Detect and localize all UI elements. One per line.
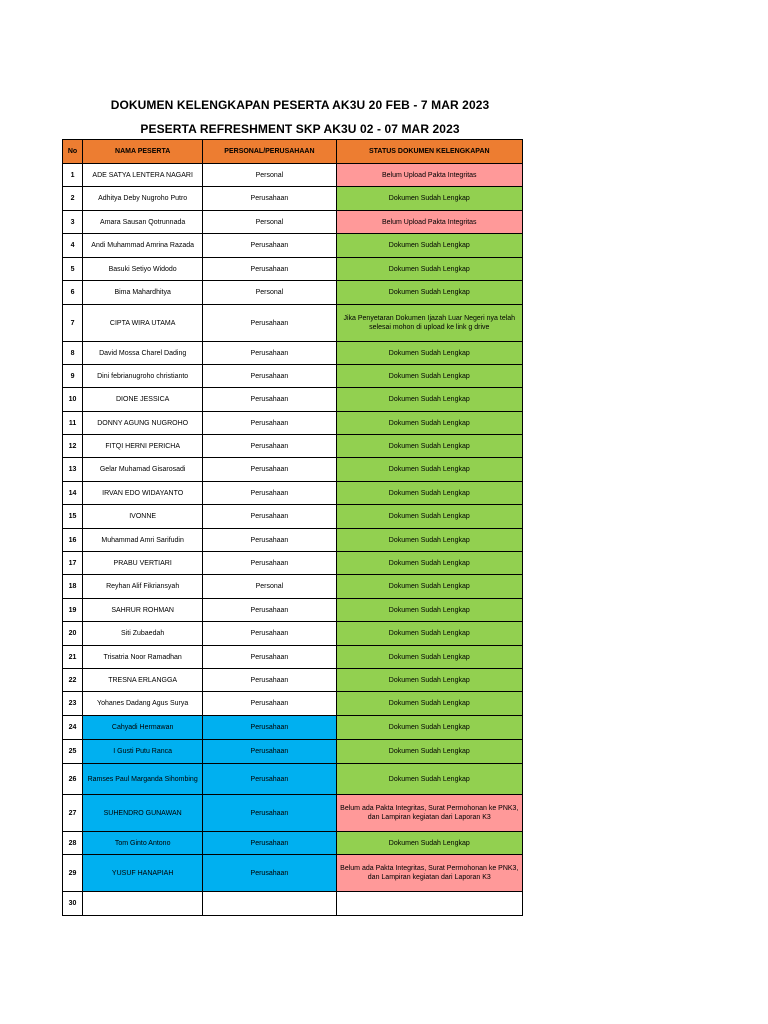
participant-name-cell: Basuki Setiyo Widodo (83, 258, 203, 281)
table-row (63, 529, 523, 552)
document-status-cell: Dokumen Sudah Lengkap (336, 234, 522, 258)
document-status-cell (336, 892, 522, 916)
participant-type-cell: Perusahaan (203, 234, 336, 258)
table-row (63, 622, 523, 646)
participant-type-cell: Perusahaan (203, 795, 336, 832)
participant-name-cell: Ramses Paul Marganda Sihombing (83, 764, 203, 795)
row-number-cell: 12 (63, 435, 83, 458)
participant-type-cell: Personal (203, 164, 336, 187)
row-number-cell: 21 (63, 646, 83, 669)
participant-name-cell: IVONNE (83, 505, 203, 529)
document-status-cell: Dokumen Sudah Lengkap (336, 505, 522, 529)
participant-name-cell: Andi Muhammad Amrina Razada (83, 234, 203, 258)
participant-type-cell: Personal (203, 281, 336, 305)
participant-name-cell: Bima Mahardhitya (83, 281, 203, 305)
document-status-cell: Belum Upload Pakta Integritas (336, 164, 522, 187)
table-row (63, 795, 523, 832)
document-status-cell: Dokumen Sudah Lengkap (336, 575, 522, 599)
document-status-cell: Dokumen Sudah Lengkap (336, 281, 522, 305)
document-status-cell: Dokumen Sudah Lengkap (336, 646, 522, 669)
table-row (63, 855, 523, 892)
row-number-cell: 5 (63, 258, 83, 281)
participant-name-cell: DIONE JESSICA (83, 388, 203, 412)
table-row (63, 832, 523, 855)
table-row (63, 505, 523, 529)
participant-type-cell: Perusahaan (203, 412, 336, 435)
row-number-cell: 26 (63, 764, 83, 795)
table-row (63, 716, 523, 740)
table-row (63, 234, 523, 258)
header-personal-perusahaan: PERSONAL/PERUSAHAAN (203, 140, 336, 164)
row-number-cell: 17 (63, 552, 83, 575)
header-no: No (63, 140, 83, 164)
participant-name-cell: CIPTA WIRA UTAMA (83, 305, 203, 342)
row-number-cell: 4 (63, 234, 83, 258)
table-header-row (63, 140, 523, 164)
row-number-cell: 25 (63, 740, 83, 764)
row-number-cell: 16 (63, 529, 83, 552)
participant-name-cell: DONNY AGUNG NUGROHO (83, 412, 203, 435)
row-number-cell: 18 (63, 575, 83, 599)
document-status-cell: Dokumen Sudah Lengkap (336, 412, 522, 435)
participant-name-cell: TRESNA ERLANGGA (83, 669, 203, 692)
participant-type-cell: Perusahaan (203, 622, 336, 646)
participant-name-cell: Reyhan Alif Fikriansyah (83, 575, 203, 599)
row-number-cell: 3 (63, 211, 83, 234)
document-status-cell: Dokumen Sudah Lengkap (336, 716, 522, 740)
header-status-dokumen: STATUS DOKUMEN KELENGKAPAN (336, 140, 522, 164)
table-row (63, 365, 523, 388)
document-status-cell: Dokumen Sudah Lengkap (336, 669, 522, 692)
document-status-cell: Dokumen Sudah Lengkap (336, 552, 522, 575)
table-row (63, 575, 523, 599)
row-number-cell: 14 (63, 482, 83, 505)
participant-type-cell: Perusahaan (203, 552, 336, 575)
participant-type-cell: Perusahaan (203, 669, 336, 692)
participant-name-cell: Siti Zubaedah (83, 622, 203, 646)
table-row (63, 669, 523, 692)
document-status-cell: Dokumen Sudah Lengkap (336, 258, 522, 281)
participant-name-cell: Muhammad Amri Sarifudin (83, 529, 203, 552)
document-status-cell: Dokumen Sudah Lengkap (336, 599, 522, 622)
table-row (63, 187, 523, 211)
row-number-cell: 29 (63, 855, 83, 892)
participant-name-cell: Tom Ginto Antono (83, 832, 203, 855)
participant-type-cell: Perusahaan (203, 365, 336, 388)
table-row (63, 482, 523, 505)
participant-name-cell: Cahyadi Hermawan (83, 716, 203, 740)
participant-type-cell: Perusahaan (203, 740, 336, 764)
participant-type-cell: Perusahaan (203, 342, 336, 365)
row-number-cell: 7 (63, 305, 83, 342)
participant-type-cell: Perusahaan (203, 258, 336, 281)
participant-type-cell: Perusahaan (203, 305, 336, 342)
participant-type-cell: Perusahaan (203, 482, 336, 505)
table-row (63, 211, 523, 234)
document-status-cell: Dokumen Sudah Lengkap (336, 458, 522, 482)
participant-name-cell: David Mossa Charel Dading (83, 342, 203, 365)
row-number-cell: 27 (63, 795, 83, 832)
table-row (63, 258, 523, 281)
participant-type-cell: Perusahaan (203, 692, 336, 716)
row-number-cell: 6 (63, 281, 83, 305)
table-row (63, 552, 523, 575)
participant-type-cell: Perusahaan (203, 458, 336, 482)
document-status-cell: Belum ada Pakta Integritas, Surat Permohonan ke PNK3, dan Lampiran kegiatan dari Laporan K3 (336, 855, 522, 892)
document-status-cell: Dokumen Sudah Lengkap (336, 529, 522, 552)
row-number-cell: 20 (63, 622, 83, 646)
table-row (63, 599, 523, 622)
row-number-cell: 9 (63, 365, 83, 388)
document-status-cell: Belum Upload Pakta Integritas (336, 211, 522, 234)
participant-name-cell: FITQI HERNI PERICHA (83, 435, 203, 458)
participant-table (62, 139, 523, 916)
row-number-cell: 2 (63, 187, 83, 211)
document-status-cell: Dokumen Sudah Lengkap (336, 342, 522, 365)
row-number-cell: 19 (63, 599, 83, 622)
participant-type-cell: Perusahaan (203, 435, 336, 458)
document-status-cell: Dokumen Sudah Lengkap (336, 832, 522, 855)
participant-name-cell: I Gusti Putu Ranca (83, 740, 203, 764)
document-status-cell: Dokumen Sudah Lengkap (336, 740, 522, 764)
participant-name-cell: Dini febrianugroho christianto (83, 365, 203, 388)
participant-type-cell: Perusahaan (203, 646, 336, 669)
document-status-cell: Dokumen Sudah Lengkap (336, 482, 522, 505)
row-number-cell: 22 (63, 669, 83, 692)
table-row (63, 281, 523, 305)
participant-type-cell (203, 892, 336, 916)
participant-name-cell: Gelar Muhamad Gisarosadi (83, 458, 203, 482)
document-status-cell: Dokumen Sudah Lengkap (336, 764, 522, 795)
row-number-cell: 24 (63, 716, 83, 740)
participant-name-cell: Yohanes Dadang Agus Surya (83, 692, 203, 716)
participant-name-cell: Trisatria Noor Ramadhan (83, 646, 203, 669)
table-row (63, 692, 523, 716)
table-row (63, 305, 523, 342)
participant-name-cell (83, 892, 203, 916)
row-number-cell: 30 (63, 892, 83, 916)
table-row (63, 412, 523, 435)
row-number-cell: 1 (63, 164, 83, 187)
participant-type-cell: Perusahaan (203, 187, 336, 211)
participant-type-cell: Perusahaan (203, 832, 336, 855)
participant-type-cell: Perusahaan (203, 388, 336, 412)
header-nama-peserta: NAMA PESERTA (83, 140, 203, 164)
participant-type-cell: Personal (203, 211, 336, 234)
participant-type-cell: Personal (203, 575, 336, 599)
row-number-cell: 23 (63, 692, 83, 716)
document-status-cell: Jika Penyetaran Dokumen Ijazah Luar Negeri nya telah selesai mohon di upload ke link g drive (336, 305, 522, 342)
participant-type-cell: Perusahaan (203, 599, 336, 622)
document-status-cell: Dokumen Sudah Lengkap (336, 388, 522, 412)
participant-type-cell: Perusahaan (203, 505, 336, 529)
participant-name-cell: SAHRUR ROHMAN (83, 599, 203, 622)
table-row (63, 892, 523, 916)
participant-type-cell: Perusahaan (203, 716, 336, 740)
row-number-cell: 11 (63, 412, 83, 435)
document-status-cell: Dokumen Sudah Lengkap (336, 622, 522, 646)
document-status-cell: Dokumen Sudah Lengkap (336, 435, 522, 458)
participant-name-cell: YUSUF HANAPIAH (83, 855, 203, 892)
table-row (63, 458, 523, 482)
table-row (63, 740, 523, 764)
document-title: DOKUMEN KELENGKAPAN PESERTA AK3U 20 FEB - 7 MAR 2023 (110, 98, 490, 112)
table-row (63, 646, 523, 669)
document-status-cell: Belum ada Pakta Integritas, Surat Permohonan ke PNK3, dan Lampiran kegiatan dari Laporan K3 (336, 795, 522, 832)
row-number-cell: 10 (63, 388, 83, 412)
table-row (63, 164, 523, 187)
row-number-cell: 15 (63, 505, 83, 529)
participant-name-cell: SUHENDRO GUNAWAN (83, 795, 203, 832)
participant-name-cell: Amara Sausan Qotrunnada (83, 211, 203, 234)
participant-name-cell: ADE SATYA LENTERA NAGARI (83, 164, 203, 187)
row-number-cell: 8 (63, 342, 83, 365)
table-row (63, 388, 523, 412)
row-number-cell: 28 (63, 832, 83, 855)
table-row (63, 764, 523, 795)
table-row (63, 342, 523, 365)
document-status-cell: Dokumen Sudah Lengkap (336, 187, 522, 211)
participant-name-cell: IRVAN EDO WIDAYANTO (83, 482, 203, 505)
row-number-cell: 13 (63, 458, 83, 482)
participant-type-cell: Perusahaan (203, 764, 336, 795)
participant-type-cell: Perusahaan (203, 529, 336, 552)
participant-name-cell: PRABU VERTIARI (83, 552, 203, 575)
participant-name-cell: Adhitya Deby Nugroho Putro (83, 187, 203, 211)
document-subtitle: PESERTA REFRESHMENT SKP AK3U 02 - 07 MAR 2023 (140, 122, 460, 136)
document-status-cell: Dokumen Sudah Lengkap (336, 692, 522, 716)
document-status-cell: Dokumen Sudah Lengkap (336, 365, 522, 388)
table-row (63, 435, 523, 458)
participant-type-cell: Perusahaan (203, 855, 336, 892)
